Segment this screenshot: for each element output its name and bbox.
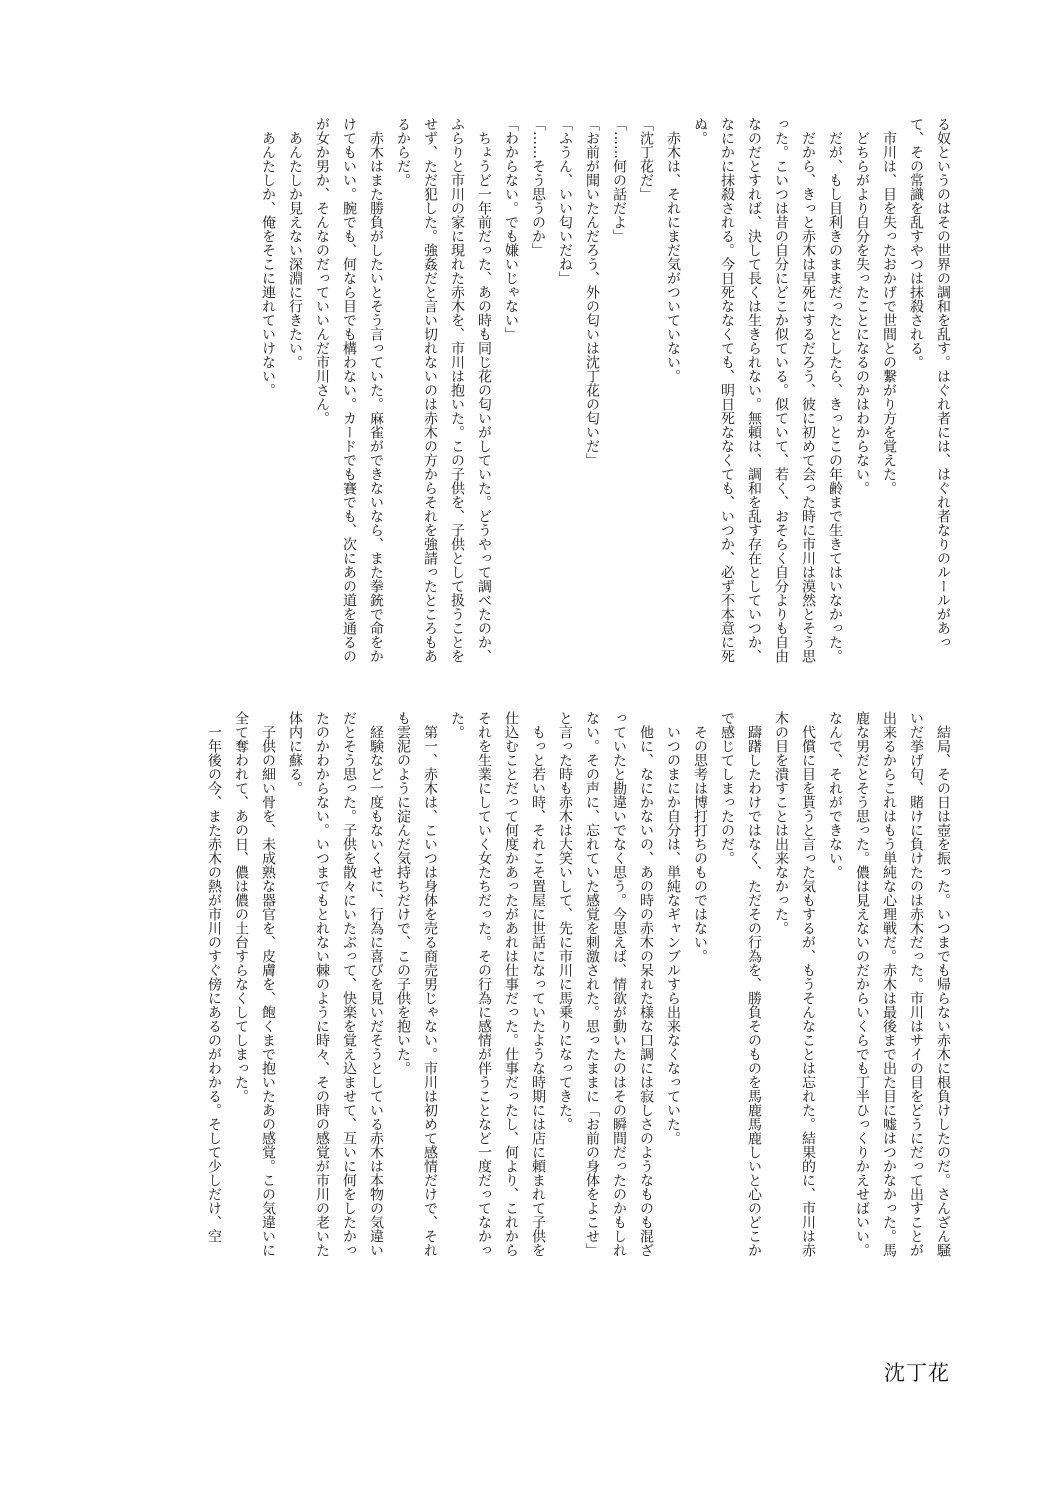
paragraph: 赤木は、それにまだ気がついていない。 <box>665 131 681 383</box>
paragraph: 子供の細い骨を、未成熟な器官を、皮膚を、飽くまで抱いたあの感覚。この気違いに全て奪われて、あの日、儂は儂の土台すらなくしてしまった。 <box>233 711 276 1257</box>
dialogue-line: 「……そう思うのか」 <box>530 117 546 257</box>
paragraph: る奴というのはその世界の調和を乱す。はぐれ者には、はぐれ者なりのルールがあって、その常識を乱すやつは抹殺される。 <box>908 117 951 649</box>
paragraph: 他に、なにかないの、あの時の赤木の呆れた様な口調には寂しさのようなものも混ざっていたと勘違いでなく思う。今思えば、情欲が動いたのはその瞬間だったのかもしれない。その声に、忘れていた感覚を刺激された。思ったままに「お前の身体をよこせ」と言った時も赤木は大笑いして、先に市川に馬乗りになってきた。 <box>557 711 654 1257</box>
paragraph: どちらがより自分を失ったことになるのかはわからない。 <box>854 131 870 495</box>
paragraph: 経験など一度もないくせに、行為に喜びを見いだそうとしている赤木は本物の気違いだとそう思った。子供を散々にいたぶって、快楽を覚え込ませて、互いに何をしたかったのかわからない。いつまでもとれない棘のように時々、その時の感覚が市川の老いた体内に蘇る。 <box>287 711 384 1257</box>
paragraph: 代償に目を貰うと言った気もするが、もうそんなことは忘れた。結果的に、市川は赤木の目を潰すことは出来なかった。 <box>773 711 816 1257</box>
paragraph: いつのまにか自分は、単純なギャンブルすら出来なくなっていた。 <box>665 725 681 1145</box>
dialogue-line: 「沈丁花だ」 <box>638 117 654 201</box>
paragraph: だが、もし目利きのままだったとしたら、きっとこの年齢まで生きてはいなかった。 <box>827 131 843 663</box>
dialogue-line: 「……何の話だよ」 <box>611 117 627 243</box>
dialogue-line: 「ふうん、いい匂いだね」 <box>557 117 573 285</box>
paragraph: 躊躇したわけではなく、ただその行為を、勝負そのものを馬鹿馬鹿しいと心のどこかで感じてしまったのだ。 <box>719 711 762 1257</box>
paragraph: 第一、赤木は、こいつは身体を売る商売男じゃない。市川は初めて感情だけで、それも雲泥のように淀んだ気持ちだけで、この子供を抱いた。 <box>395 711 438 1257</box>
paragraph: あんたしか見えない深淵に行きたい。 <box>287 131 303 369</box>
paragraph: 市川は、目を失ったおかげで世間との繋がり方を覚えた。 <box>881 131 897 495</box>
story-title: 沈丁花 <box>884 1361 950 1385</box>
paragraph: だから、きっと赤木は早死にするだろう、彼に初めて会った時に市川は漠然とそう思った。こいつは昔の自分にどこか似ている。似ていて、若く、おそらく自分よりも自由なのだとすれば、決して長くは生きられない。無頼は、調和を乱す存在としていつか、なにかに抹殺される。今日死ななくても、明日死ななくても、いつか、必ず不本意に死ぬ。 <box>692 117 816 663</box>
paragraph: その思考は博打打ちのものではない。 <box>692 725 708 963</box>
dialogue-line: 「お前が聞いたんだろう、外の匂いは沈丁花の匂いだ」 <box>584 117 600 467</box>
dialogue-line: 「わからない。でも嫌いじゃない」 <box>503 117 519 341</box>
paragraph: 結局、その日は壺を振った。いつまでも帰らない赤木に根負けしたのだ。さんざん騒いだ挙げ句、賭けに負けたのは赤木だった。市川はサイの目をどうにだって出すことが出来るからこれはもう単純な心理戦だ。赤木は最後まで出た目に嘘はつかなかった。馬鹿な男だとそう思った。儂は見えないのだからいくらでも丁半ひっくりかえせばいい。なんで、それができない。 <box>827 711 951 1257</box>
paragraph: 赤木はまた勝負がしたいとそう言っていた。麻雀ができないなら、また拳銃で命をかけてもいい。腕でも、何なら目でも構わない。カードでも賽でも、次にあの道を通るのが女か男か、そんなのだっていいんだ市川さん。 <box>314 117 384 663</box>
bottom-text-block <box>200 711 956 1259</box>
paragraph: もっと若い時、それこそ置屋に世話になっていたような時期には店に頼まれて子供を仕込むことだって何度かあったがあれは仕事だった。仕事だったし、何より、これからそれを生業にしていく女たちだった。その行為に感情が伴うことなど一度だってなかった。 <box>449 711 546 1257</box>
paragraph: 一年後の今、また赤木の熱が市川のすぐ傍にあるのがわかる。そして少しだけ、空 <box>206 725 222 1243</box>
paragraph: ちょうど一年前だった、あの時も同じ花の匂いがしていた。どうやって調べたのか、ふらりと市川の家に現れた赤木を、市川は抱いた。この子供を、子供として扱うことをせず、ただ犯した。強姦だと言い切れないのは赤木の方からそれを強請ったところもあるからだ。 <box>395 117 492 663</box>
paragraph: あんたしか、俺をそこに連れていけない。 <box>260 131 276 397</box>
top-text-block <box>254 117 956 665</box>
